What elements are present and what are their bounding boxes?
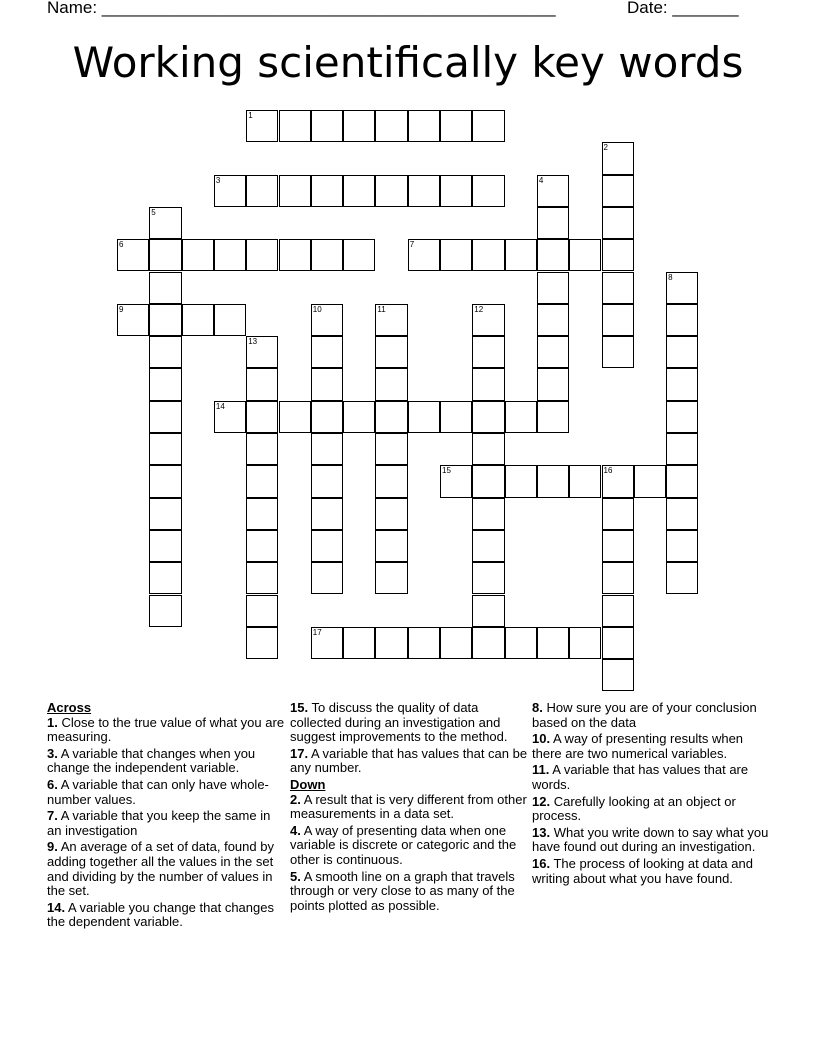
grid-cell[interactable] [246,595,278,627]
clue-text: A variable you change that changes the dependent variable. [47,899,274,930]
down-clue [532,732,770,761]
grid-cell[interactable] [537,336,569,368]
grid-cell[interactable] [505,465,537,497]
clue-text: A variable that has values that are words. [532,762,749,792]
grid-cell[interactable] [375,433,407,465]
grid-cell[interactable] [311,239,343,271]
grid-cell[interactable] [666,433,698,465]
clue-text: A way of presenting data when one variable is discrete or categoric and the other is continuous. [290,822,517,867]
grid-cell[interactable] [440,110,472,142]
grid-cell[interactable] [375,498,407,530]
grid-cell[interactable] [440,465,472,497]
grid-cell[interactable] [537,465,569,497]
name-field[interactable]: Name: ________________________________________________ [47,0,556,17]
grid-cell[interactable] [375,465,407,497]
grid-cell[interactable] [375,110,407,142]
grid-cell[interactable] [149,368,181,400]
clue-number: 11 [377,304,386,314]
grid-cell[interactable] [505,627,537,659]
grid-cell[interactable] [311,530,343,562]
grid-cell[interactable] [214,401,246,433]
clue-label: 17. [290,745,309,761]
grid-cell[interactable] [311,110,343,142]
grid-cell[interactable] [602,304,634,336]
grid-cell[interactable] [602,465,634,497]
clue-text: A variable that has values that can be any number. [290,745,528,776]
clue-number: 1 [248,111,253,120]
clue-text: How sure you are of your conclusion based on the data [532,700,757,730]
grid-cell[interactable] [149,401,181,433]
grid-cell[interactable] [246,498,278,530]
grid-cell[interactable] [246,433,278,465]
grid-cell[interactable] [472,530,504,562]
grid-cell[interactable] [472,336,504,368]
clue-number: 13 [248,337,258,347]
clue-label: 13. [532,824,551,840]
clue-label: 9. [47,839,58,855]
clue-text: A variable that can only have whole-number values. [47,776,269,807]
clues-column-2 [290,701,528,915]
clue-number: 15 [442,466,451,476]
grid-cell[interactable] [311,304,343,336]
grid-cell[interactable] [472,110,504,142]
grid-cell[interactable] [311,401,343,433]
grid-cell[interactable] [440,401,472,433]
clue-text: A variable that changes when you change the independent variable. [47,745,256,776]
grid-cell[interactable] [343,401,375,433]
down-clue [532,826,770,855]
grid-cell[interactable] [537,368,569,400]
clue-text: A variable that you keep the same in an investigation [47,808,271,838]
clue-number: 3 [215,175,221,185]
grid-cell[interactable] [375,175,407,207]
across-clue [47,716,285,745]
clue-label: 1. [47,714,58,730]
grid-cell[interactable] [408,401,440,433]
grid-cell[interactable] [117,239,149,271]
clue-number: 8 [668,272,673,282]
grid-cell[interactable] [408,627,440,659]
grid-cell[interactable] [279,110,311,142]
grid-cell[interactable] [311,562,343,594]
grid-cell[interactable] [149,530,181,562]
down-heading: Down [290,776,326,792]
clues-column-1 [47,701,285,932]
grid-cell[interactable] [375,530,407,562]
down-clue [290,824,528,868]
date-field[interactable]: Date: _______ [627,0,739,17]
across-clue [290,747,528,776]
clue-number: 4 [538,175,544,185]
clue-label: 3. [47,745,58,761]
grid-cell[interactable] [375,627,407,659]
across-clue [47,840,285,898]
grid-cell[interactable] [149,336,181,368]
clue-number: 5 [151,207,156,217]
clue-text: Close to the true value of what you are measuring. [47,714,285,745]
across-clue [47,901,285,930]
grid-cell[interactable] [666,336,698,368]
grid-cell[interactable] [311,368,343,400]
grid-cell[interactable] [537,627,569,659]
grid-cell[interactable] [440,175,472,207]
grid-cell[interactable] [602,562,634,594]
grid-cell[interactable] [602,498,634,530]
clue-number: 12 [474,304,484,314]
grid-cell[interactable] [569,465,601,497]
grid-cell[interactable] [666,498,698,530]
clue-label: 16. [532,855,551,871]
grid-cell[interactable] [375,304,407,336]
grid-cell[interactable] [279,175,311,207]
grid-cell[interactable] [246,239,278,271]
grid-cell[interactable] [569,627,601,659]
grid-cell[interactable] [214,304,246,336]
down-clue [532,857,770,886]
grid-cell[interactable] [472,627,504,659]
grid-cell[interactable] [246,401,278,433]
grid-cell[interactable] [182,304,214,336]
grid-cell[interactable] [505,239,537,271]
grid-cell[interactable] [440,239,472,271]
grid-cell[interactable] [408,110,440,142]
grid-cell[interactable] [311,175,343,207]
across-clue [47,747,285,776]
down-clue [532,795,770,824]
grid-cell[interactable] [343,627,375,659]
grid-cell[interactable] [537,239,569,271]
grid-cell[interactable] [537,304,569,336]
clue-label: 2. [290,791,301,807]
page-title: Working scientifically key words [72,38,744,87]
grid-cell[interactable] [246,530,278,562]
clue-label: 8. [532,700,543,715]
grid-cell[interactable] [472,595,504,627]
grid-cell[interactable] [408,239,440,271]
grid-cell[interactable] [602,175,634,207]
grid-cell[interactable] [311,336,343,368]
clue-label: 11. [532,762,550,778]
grid-cell[interactable] [602,530,634,562]
down-clue [290,870,528,914]
grid-cell[interactable] [246,465,278,497]
grid-cell[interactable] [343,110,375,142]
clue-text: A smooth line on a graph that travels through or very close to as many of the points plotted as possible. [290,868,515,913]
grid-cell[interactable] [182,239,214,271]
grid-cell[interactable] [602,207,634,239]
grid-cell[interactable] [472,368,504,400]
clue-text: To discuss the quality of data collected during an investigation and suggest improvements to the method. [290,700,508,745]
grid-cell[interactable] [666,465,698,497]
grid-cell[interactable] [666,304,698,336]
clue-number: 16 [603,466,613,476]
grid-cell[interactable] [602,336,634,368]
clue-number: 6 [119,240,124,250]
grid-cell[interactable] [472,239,504,271]
clue-label: 4. [290,822,301,838]
clue-label: 5. [290,868,301,884]
grid-cell[interactable] [149,272,181,304]
grid-cell[interactable] [666,401,698,433]
grid-cell[interactable] [602,272,634,304]
grid-cell[interactable] [311,627,343,659]
grid-cell[interactable] [472,433,504,465]
clue-number: 10 [312,304,322,314]
grid-cell[interactable] [149,239,181,271]
grid-cell[interactable] [149,433,181,465]
grid-cell[interactable] [279,239,311,271]
grid-cell[interactable] [149,207,181,239]
grid-cell[interactable] [408,175,440,207]
grid-cell[interactable] [602,627,634,659]
grid-cell[interactable] [472,175,504,207]
grid-cell[interactable] [375,336,407,368]
down-clue [290,793,528,822]
grid-cell[interactable] [149,304,181,336]
clue-number: 17 [312,627,322,637]
grid-cell[interactable] [279,401,311,433]
clue-label: 7. [47,808,58,824]
clue-text: A way of presenting results when there are two numerical variables. [532,731,744,761]
grid-cell[interactable] [472,304,504,336]
grid-cell[interactable] [149,498,181,530]
grid-cell[interactable] [246,110,278,142]
grid-cell[interactable] [246,627,278,659]
grid-cell[interactable] [214,175,246,207]
grid-cell[interactable] [634,465,666,497]
grid-cell[interactable] [505,401,537,433]
clue-text: An average of a set of data, found by adding together all the values in the set and dividing by the number of values in the set. [47,839,274,899]
grid-cell[interactable] [375,368,407,400]
grid-cell[interactable] [537,175,569,207]
grid-cell[interactable] [472,562,504,594]
clue-label: 12. [532,793,551,809]
grid-cell[interactable] [311,465,343,497]
clue-label: 15. [290,700,309,715]
grid-cell[interactable] [246,175,278,207]
grid-cell[interactable] [472,401,504,433]
grid-cell[interactable] [537,207,569,239]
across-clue [47,809,285,838]
grid-cell[interactable] [602,659,634,691]
clue-label: 10. [532,731,551,747]
across-heading: Across [47,700,92,715]
clue-text: A result that is very different from other measurements in a data set. [290,791,527,822]
grid-cell[interactable] [246,336,278,368]
grid-cell[interactable] [343,175,375,207]
grid-cell[interactable] [311,498,343,530]
down-clue [532,763,770,792]
clue-number: 7 [409,240,415,250]
grid-cell[interactable] [343,239,375,271]
grid-cell[interactable] [375,562,407,594]
down-clue [532,701,770,730]
grid-cell[interactable] [440,627,472,659]
grid-cell[interactable] [149,562,181,594]
clue-number: 14 [215,401,225,411]
grid-cell[interactable] [569,239,601,271]
grid-cell[interactable] [375,401,407,433]
clue-number: 9 [119,304,124,314]
grid-cell[interactable] [602,239,634,271]
grid-cell[interactable] [472,465,504,497]
grid-cell[interactable] [311,433,343,465]
grid-cell[interactable] [602,142,634,174]
grid-cell[interactable] [246,368,278,400]
clue-number: 2 [603,143,608,153]
clue-text: The process of looking at data and writing about what you have found. [532,855,753,886]
clue-label: 6. [47,776,58,792]
grid-cell[interactable] [537,401,569,433]
clue-label: 14. [47,899,66,915]
grid-cell[interactable] [666,562,698,594]
grid-cell[interactable] [537,272,569,304]
clues-column-3 [532,701,770,888]
across-clue [47,778,285,807]
grid-cell[interactable] [666,530,698,562]
grid-cell[interactable] [117,304,149,336]
grid-cell[interactable] [666,368,698,400]
grid-cell[interactable] [246,562,278,594]
clue-text: What you write down to say what you have found out during an investigation. [532,824,769,855]
grid-cell[interactable] [149,595,181,627]
clue-text: Carefully looking at an object or process. [532,793,736,824]
grid-cell[interactable] [666,272,698,304]
grid-cell[interactable] [472,498,504,530]
grid-cell[interactable] [149,465,181,497]
grid-cell[interactable] [602,595,634,627]
across-clue [290,701,528,745]
grid-cell[interactable] [214,239,246,271]
